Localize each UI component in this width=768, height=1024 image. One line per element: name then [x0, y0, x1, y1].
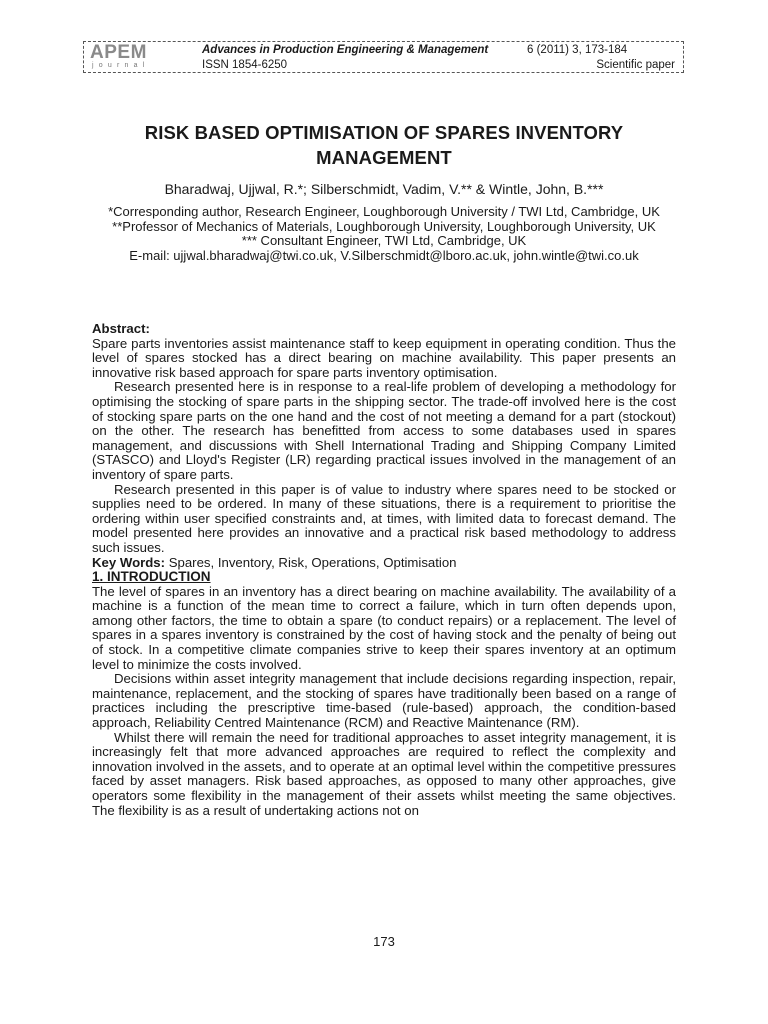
keywords: [92, 556, 676, 571]
intro-paragraph: Whilst there will remain the need for traditional approaches to asset integrity management, it is increasingly felt that more advanced approaches are required to reflect the complexity and innovation involved in the assets, and to operate at an optimal level within the competitive pressures faced by asset managers. Risk based approaches, as opposed to many other approaches, give operators some flexibility in the management of their assets whilst meeting the same objectives. The flexibility is as a result of undertaking actions not on: [92, 729, 676, 818]
affiliation-2: **Professor of Mechanics of Materials, Loughborough University, Loughborough University, UK: [112, 218, 656, 234]
paper-body: [92, 322, 676, 818]
abstract-paragraph: Spare parts inventories assist maintenance staff to keep equipment in operating condition. Thus the level of spares stocked has a direct bearing on machine availability. This paper presents an innovative risk based approach for spare parts inventory optimisation.: [92, 335, 676, 380]
journal-issn: ISSN 1854-6250: [202, 59, 288, 71]
journal-name: Advances in Production Engineering & Management: [202, 44, 489, 56]
paper-type: Scientific paper: [596, 59, 675, 71]
keywords-label: Key Words:: [92, 554, 166, 570]
author-block: [92, 182, 676, 263]
section-heading: 1. INTRODUCTION: [92, 569, 211, 585]
affiliation-1: *Corresponding author, Research Engineer, Loughborough University / TWI Ltd, Cambridge, UK: [108, 204, 660, 219]
keywords-value: Spares, Inventory, Risk, Operations, Optimisation: [168, 554, 457, 570]
affiliation-3: *** Consultant Engineer, TWI Ltd, Cambridge, UK: [241, 233, 527, 248]
logo-subtext: journal: [92, 62, 150, 69]
logo-text: APEM: [90, 42, 147, 63]
abstract-paragraph: Research presented in this paper is of value to industry where spares need to be stocked or supplies need to be ordered. In many of these situations, there is a requirement to prioritise the ordering within user specified constraints and, at times, with limited data to forecast demand. The model presented here provides an innovative and a practical risk based methodology to address such issues.: [92, 481, 676, 555]
intro-paragraph: The level of spares in an inventory has a direct bearing on machine availability. The availability of a machine is a function of the mean time to correct a failure, which in turn often depends upon, among other factors, the time to obtain a spare (to conduct repairs) or a replacement. The level of spares in a spares inventory is constrained by the cost of having stock and the penalty of being out of stock. In a competitive climate companies strive to keep their spares inventory at an optimum level to minimize the costs involved.: [92, 583, 676, 672]
paper-title: RISK BASED OPTIMISATION OF SPARES INVENTORY MANAGEMENT: [144, 122, 624, 168]
journal-logo: [90, 43, 152, 71]
abstract-heading: Abstract:: [92, 321, 150, 336]
page-number: 173: [373, 934, 395, 949]
author-emails: E-mail: ujjwal.bharadwaj@twi.co.uk, V.Silberschmidt@lboro.ac.uk, john.wintle@twi.co.uk: [129, 247, 639, 263]
author-names: Bharadwaj, Ujjwal, R.*; Silberschmidt, Vadim, V.** & Wintle, John, B.***: [164, 181, 604, 197]
journal-header: [83, 41, 684, 73]
intro-paragraph: Decisions within asset integrity management that include decisions regarding inspection, repair, maintenance, replacement, and the stocking of spares have traditionally been based on a range of practices including the prescriptive time-based (rule-based) approach, the condition-based approach, Reliability Centred Maintenance (RCM) and Reactive Maintenance (RM).: [92, 671, 676, 731]
abstract-paragraph: Research presented here is in response to a real-life problem of developing a methodology for optimising the stocking of spare parts in the shipping sector. The trade-off involved here is the cost of stocking spare parts on the one hand and the cost of not meeting a demand for a part (stockout) on the other. The research has benefitted from access to some databases used in spares management, and discussions with Shell International Trading and Shipping Company Limited (STASCO) and Lloyd's Register (LR) regarding practical issues involved in the management of an inventory of spare parts.: [92, 379, 676, 482]
journal-volume: 6 (2011) 3, 173-184: [527, 44, 628, 56]
